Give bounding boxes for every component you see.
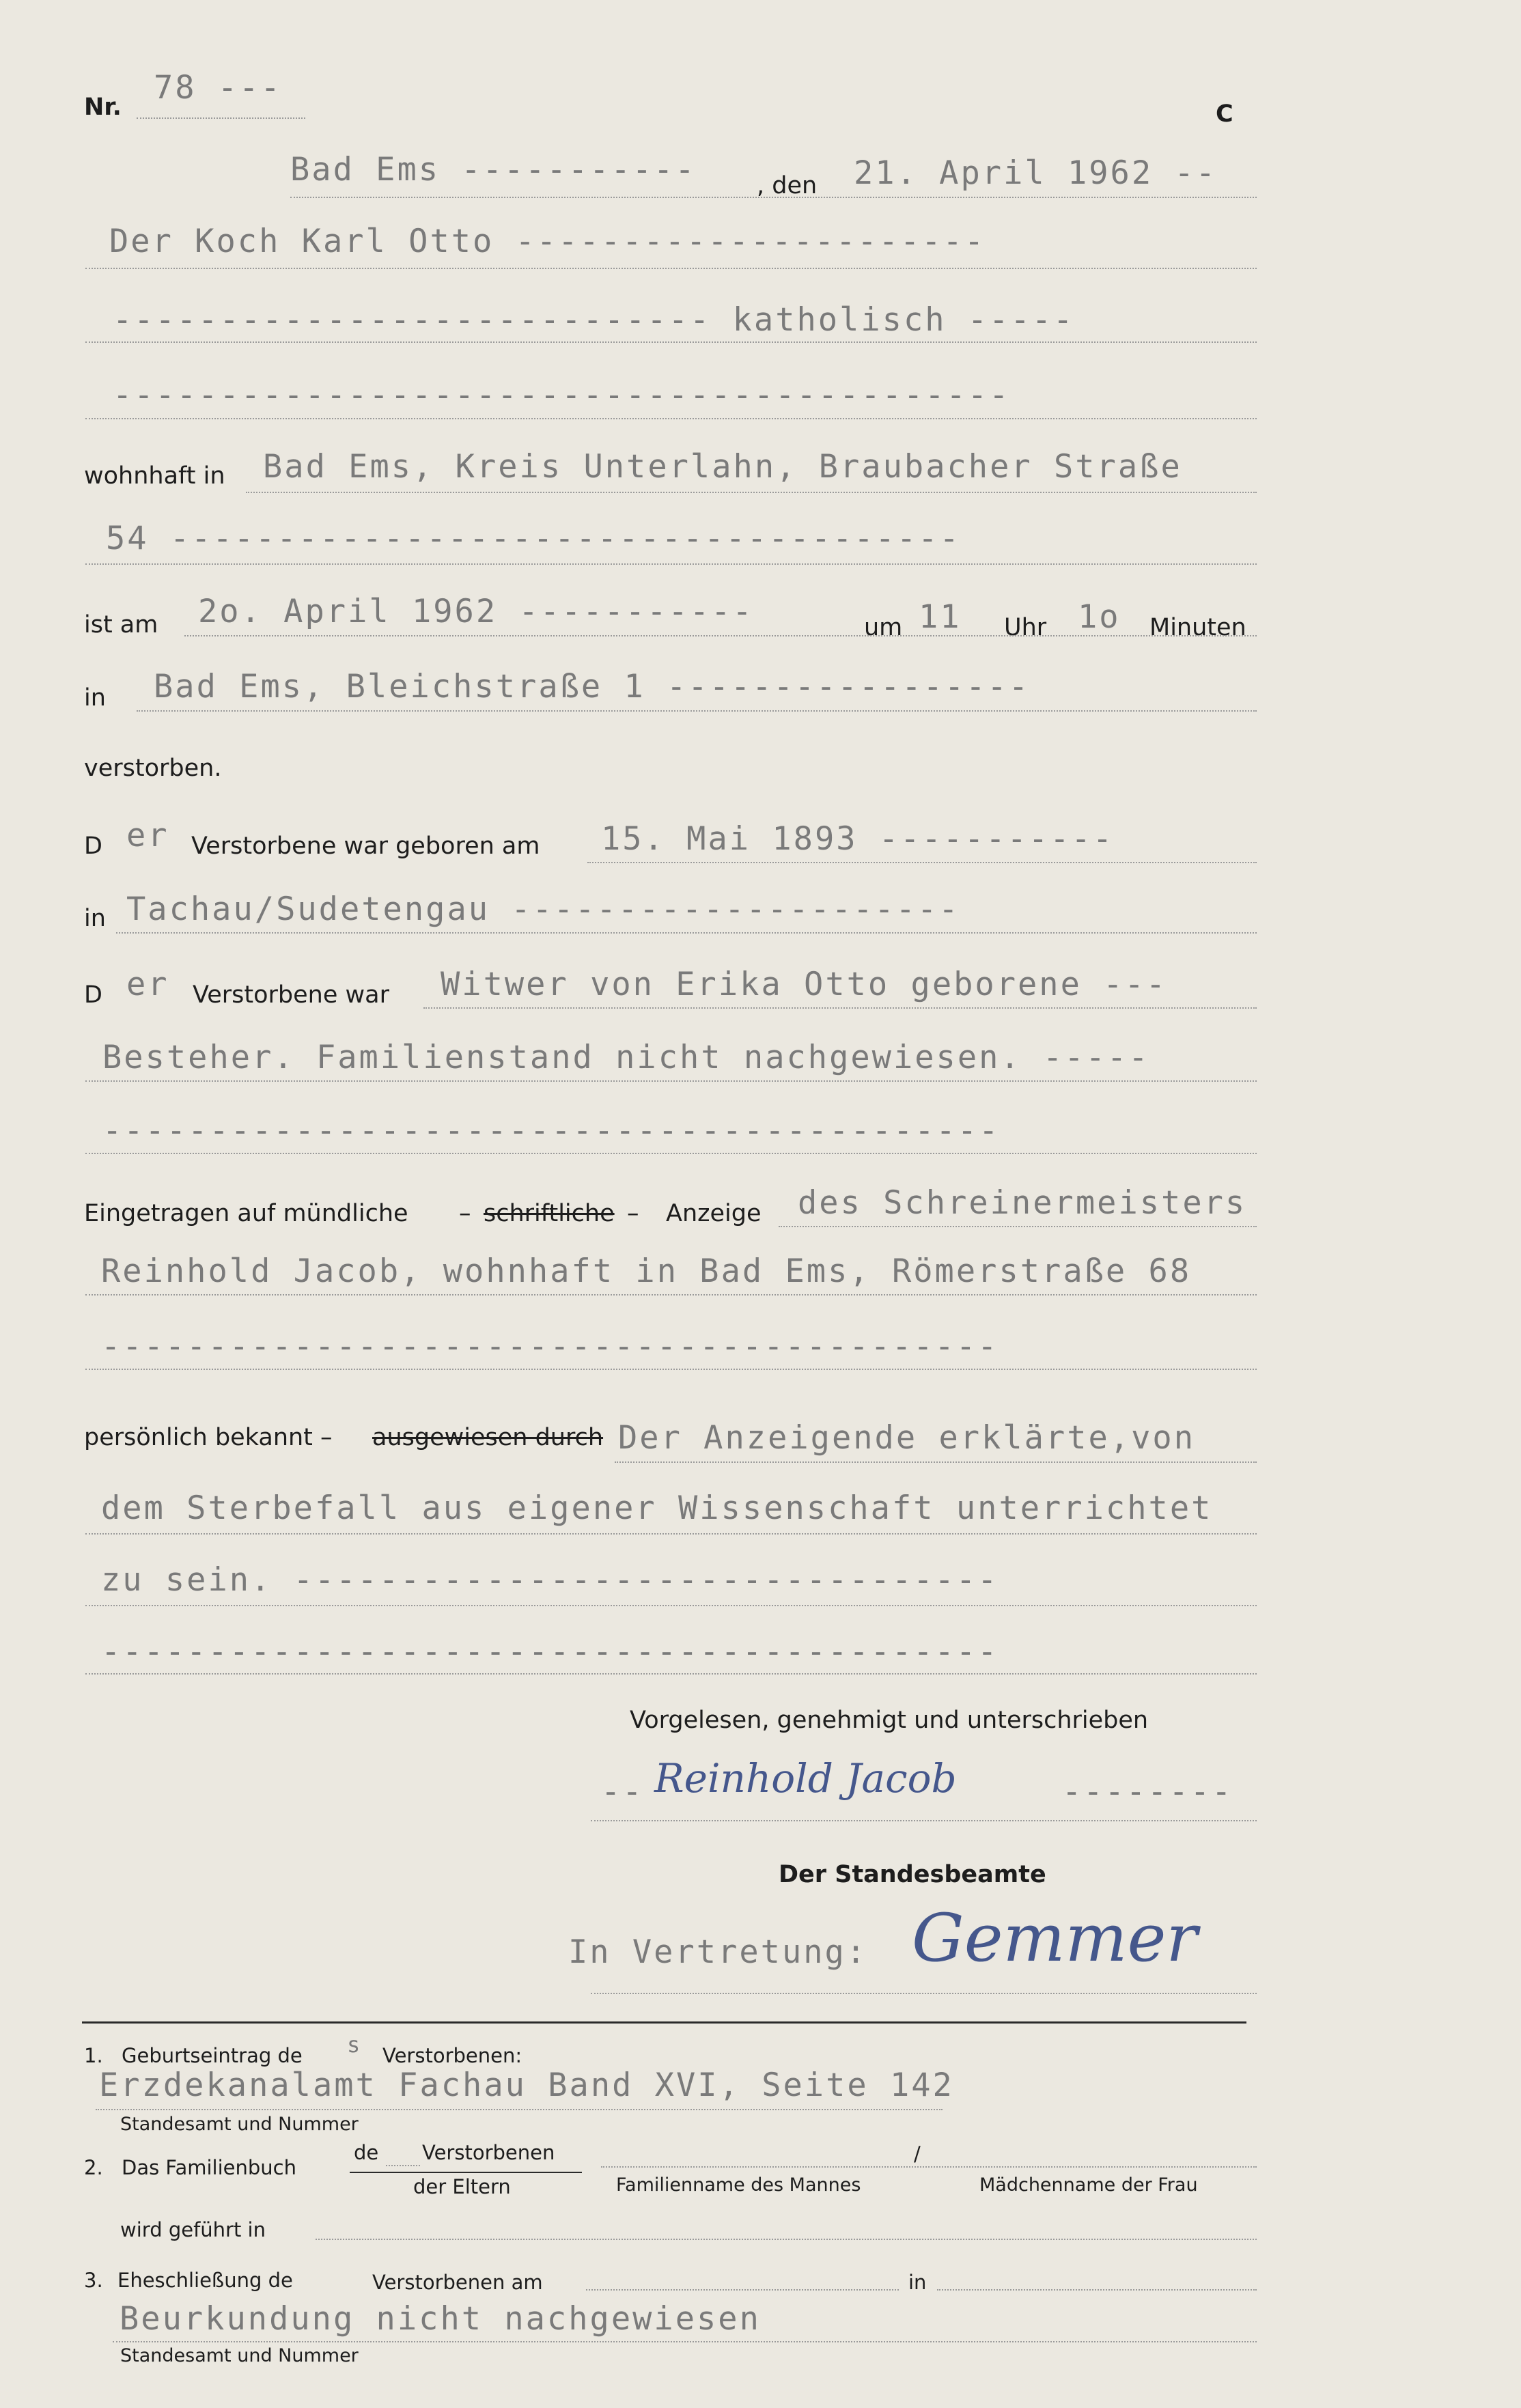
er-typed-birth: er <box>126 817 169 854</box>
dotline-decl2 <box>85 1533 1257 1535</box>
dotline-informant1 <box>779 1226 1257 1227</box>
fn2-eltern: der Eltern <box>413 2175 511 2198</box>
dotline-fn3-date <box>586 2289 899 2291</box>
informant-sig-prefix: -- <box>601 1773 644 1810</box>
dotline-address2 <box>85 563 1257 565</box>
den-label: , den <box>757 172 818 199</box>
dotline-registrar-sig <box>591 1993 1257 1994</box>
deceased-name: Der Koch Karl Otto ---------------------- <box>109 223 986 260</box>
war-label: Verstorbene war <box>193 981 389 1009</box>
fn1-value: Erzdekanalamt Fachau Band XVI, Seite 142 <box>99 2067 954 2104</box>
birth-place: Tachau/Sudetengau --------------------- <box>126 891 960 928</box>
declaration-line-3: zu sein. --------------------------------- <box>101 1561 999 1599</box>
record-date: 21. April 1962 -- <box>854 154 1218 192</box>
fn1-s-typed: s <box>347 2032 363 2058</box>
fn1-number: 1. <box>84 2044 103 2067</box>
fn2-verstorbenen: Verstorbenen <box>422 2141 555 2164</box>
fn1-label-2: Verstorbenen: <box>382 2044 522 2067</box>
dotline-birthdate <box>587 862 1257 863</box>
declaration-line-1: Der Anzeigende erklärte,von <box>618 1419 1196 1457</box>
uhr-label: Uhr <box>1004 614 1047 641</box>
fn2-wird-label: wird geführt in <box>120 2218 266 2241</box>
dotline-birthplace <box>116 932 1257 934</box>
fn3-label: Eheschließung de <box>117 2269 293 2292</box>
persoenlich-label: persönlich bekannt – <box>84 1424 333 1451</box>
declaration-line-4: ------------------------------------------ <box>101 1633 999 1670</box>
eingetragen-label: Eingetragen auf mündliche <box>84 1200 408 1227</box>
dotline-fn2-names <box>601 2166 1257 2168</box>
in-label-birth: in <box>84 905 106 932</box>
fn2-label: Das Familienbuch <box>122 2156 296 2179</box>
dotline-fn3-place <box>937 2289 1257 2291</box>
fn2-frau-label: Mädchenname der Frau <box>979 2174 1198 2196</box>
informant-signature: Reinhold Jacob <box>654 1755 957 1802</box>
address-line-2: 54 ------------------------------------- <box>106 520 961 557</box>
dotline-deathplace <box>137 710 1257 712</box>
fn3-sub: Standesamt und Nummer <box>120 2345 359 2366</box>
in-label-death: in <box>84 684 106 712</box>
nr-label: Nr. <box>84 94 122 121</box>
corner-letter: C <box>1216 100 1233 128</box>
death-place: Bad Ems, Bleichstraße 1 ----------------- <box>154 668 1031 705</box>
registrar-signature: Gemmer <box>912 1900 1198 1976</box>
informant-line-1: des Schreinermeisters <box>798 1184 1247 1222</box>
dotline-fn3 <box>113 2341 1257 2342</box>
marital-status-1: Witwer von Erika Otto geborene --- <box>441 966 1168 1003</box>
place-line: Bad Ems ----------- <box>290 151 697 188</box>
d-letter-birth: D <box>84 832 102 860</box>
address-line-1: Bad Ems, Kreis Unterlahn, Braubacher Straße <box>263 448 1182 486</box>
dotline-decl3 <box>85 1605 1257 1606</box>
dotline-address1 <box>246 492 1257 493</box>
dotline-date <box>290 197 1257 198</box>
dotline-informant3 <box>85 1369 1257 1370</box>
verstorben-label: verstorben. <box>84 755 222 782</box>
blank-line-1: ------------------------------------------ <box>113 376 1011 414</box>
dotline-name <box>85 268 1257 269</box>
vertretung-line: In Vertretung: <box>568 1933 868 1971</box>
fn2-mann-label: Familienname des Mannes <box>616 2174 861 2196</box>
ist-am-label: ist am <box>84 611 158 639</box>
fn3-number: 3. <box>84 2269 103 2292</box>
dotline-fn1 <box>96 2109 943 2110</box>
schriftliche-struck: schriftliche <box>484 1200 615 1227</box>
um-label: um <box>864 614 903 641</box>
informant-line-2: Reinhold Jacob, wohnhaft in Bad Ems, Römerstraße 68 <box>101 1252 1192 1290</box>
informant-sig-suffix: -------- <box>1062 1773 1233 1810</box>
fn2-slash: / <box>914 2142 921 2166</box>
marital-status-2: Besteher. Familienstand nicht nachgewiesen. ----- <box>102 1039 1150 1076</box>
dotline-informant-sig <box>591 1820 1257 1821</box>
register-number: 78 --- <box>154 69 282 107</box>
dotline-status3 <box>85 1153 1257 1154</box>
informant-line-3: ------------------------------------------ <box>101 1328 999 1365</box>
religion-line: ---------------------------- katholisch ----- <box>113 301 1075 339</box>
dotline-status2 <box>85 1080 1257 1082</box>
fn2-number: 2. <box>84 2156 103 2179</box>
dotline-fn2-de <box>386 2165 420 2166</box>
dotline-blank1 <box>85 418 1257 419</box>
dotline-deathdate <box>184 635 1257 636</box>
registrar-label: Der Standesbeamte <box>779 1861 1046 1888</box>
dotline-decl4 <box>85 1673 1257 1675</box>
nr-dotline <box>137 117 305 119</box>
vorgelesen-label: Vorgelesen, genehmigt und unterschrieben <box>630 1707 1149 1734</box>
er-typed-status: er <box>126 966 169 1003</box>
death-minutes: 1o <box>1078 598 1121 636</box>
dotline-decl1 <box>615 1461 1257 1463</box>
geboren-label: Verstorbene war geboren am <box>191 832 540 860</box>
ausgewiesen-struck: ausgewiesen durch <box>372 1424 604 1451</box>
fn1-sub: Standesamt und Nummer <box>120 2114 359 2135</box>
dash-2: – <box>627 1200 639 1227</box>
dotline-status1 <box>423 1007 1257 1009</box>
dash-1: – <box>459 1200 471 1227</box>
fn3-label-2: Verstorbenen am <box>372 2271 543 2294</box>
fn2-de: de <box>354 2141 379 2164</box>
anzeige-label: Anzeige <box>666 1200 762 1227</box>
birth-date: 15. Mai 1893 ----------- <box>601 820 1115 858</box>
minuten-label: Minuten <box>1149 614 1246 641</box>
death-hour: 11 <box>919 598 962 636</box>
declaration-line-2: dem Sterbefall aus eigener Wissenschaft unterrichtet <box>101 1489 1213 1527</box>
marital-status-3: ------------------------------------------ <box>102 1112 1001 1149</box>
dotline-fn2-wird <box>316 2239 1257 2240</box>
dotline-informant2 <box>85 1294 1257 1296</box>
fn2-fraction-line <box>350 2172 582 2173</box>
fn3-value: Beurkundung nicht nachgewiesen <box>120 2300 761 2338</box>
death-date: 2o. April 1962 ----------- <box>198 593 754 630</box>
d-letter-status: D <box>84 981 102 1009</box>
wohnhaft-label: wohnhaft in <box>84 462 225 490</box>
fn3-in-label: in <box>908 2271 927 2294</box>
fn1-label: Geburtseintrag de <box>122 2044 303 2067</box>
footnote-separator <box>82 2021 1246 2024</box>
dotline-religion <box>85 341 1257 343</box>
